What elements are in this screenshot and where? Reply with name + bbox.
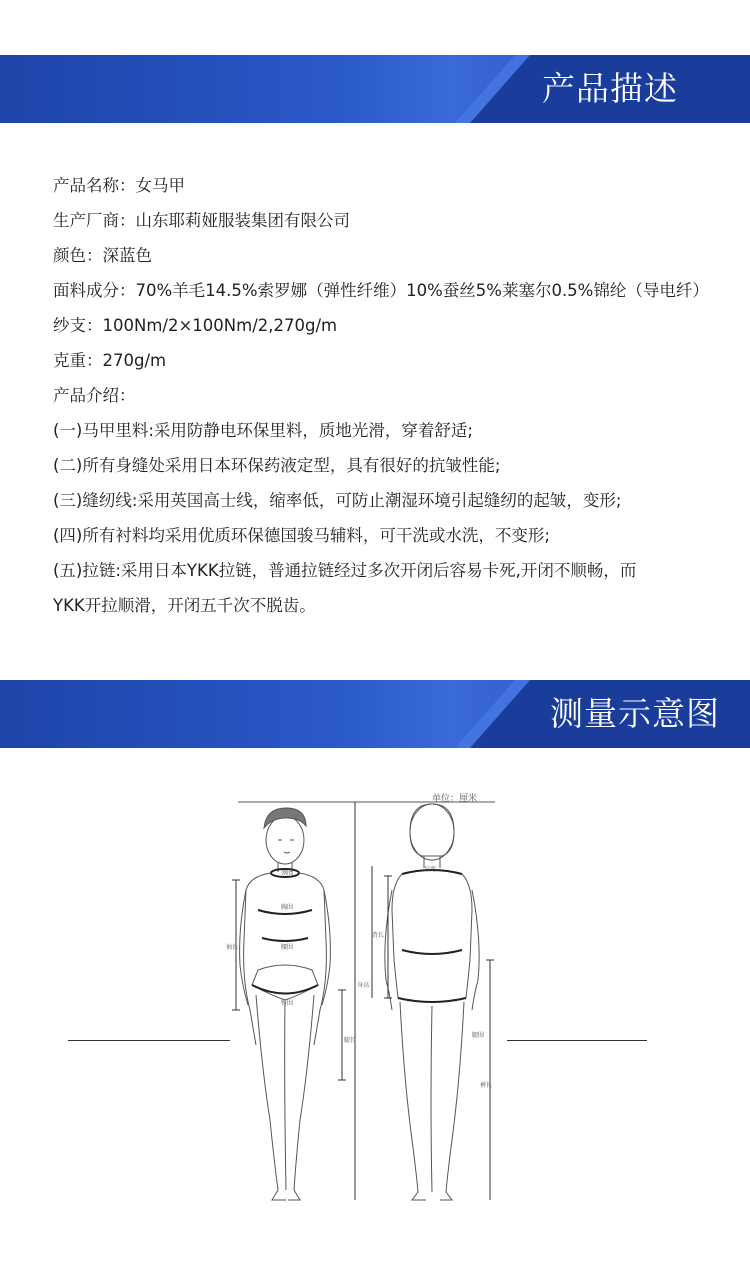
label-arm-length: 袖长 xyxy=(226,944,239,951)
description-line: 面料成分：70%羊毛14.5%索罗娜（弹性纤维）10%蚕丝5%莱塞尔0.5%锦纶（导电纤） xyxy=(53,281,709,300)
description-line: 生产厂商：山东耶莉娅服装集团有限公司 xyxy=(53,211,350,230)
body-figures-illustration xyxy=(0,780,750,1240)
description-line: YKK开拉顺滑，开闭五千次不脱齿。 xyxy=(53,596,316,615)
product-description xyxy=(53,168,743,623)
label-leg: 腿长 xyxy=(344,1037,357,1044)
description-line: 产品名称：女马甲 xyxy=(53,176,185,195)
section-header-product-description xyxy=(0,55,750,123)
section-header-measurement-diagram xyxy=(0,680,750,748)
description-line: 纱支：100Nm/2×100Nm/2,270g/m xyxy=(53,316,338,335)
description-line: (三)缝纫线:采用英国高士线，缩率低，可防止潮湿环境引起缝纫的起皱，变形; xyxy=(53,491,622,510)
label-shoulder: 肩宽 xyxy=(424,866,437,873)
description-line: (五)拉链:采用日本YKK拉链，普通拉链经过多次开闭后容易卡死,开闭不顺畅，而 xyxy=(53,561,637,580)
label-back-length: 背长 xyxy=(372,932,385,939)
label-inseam: 裤长 xyxy=(480,1082,493,1089)
section-title: 产品描述 xyxy=(542,69,678,108)
unit-label: 单位：厘米 xyxy=(432,794,478,804)
measurement-diagram xyxy=(0,780,750,1240)
label-neck: 颈围 xyxy=(281,870,294,877)
section-title: 测量示意图 xyxy=(550,694,720,733)
description-line: (二)所有身缝处采用日本环保药液定型，具有很好的抗皱性能; xyxy=(53,456,501,475)
label-waist: 腰围 xyxy=(281,944,294,951)
description-line: (四)所有衬料均采用优质环保德国骏马辅料，可干洗或水洗，不变形; xyxy=(53,526,550,545)
description-line: 克重：270g/m xyxy=(53,351,167,370)
label-bust: 胸围 xyxy=(281,904,294,911)
label-height: 身高 xyxy=(357,982,370,989)
description-line: 产品介绍： xyxy=(53,386,136,405)
description-line: 颜色：深蓝色 xyxy=(53,246,152,265)
description-line: (一)马甲里料:采用防静电环保里料，质地光滑，穿着舒适; xyxy=(53,421,473,440)
label-hip: 臀围 xyxy=(281,1000,294,1007)
label-thigh: 腿围 xyxy=(472,1032,485,1039)
